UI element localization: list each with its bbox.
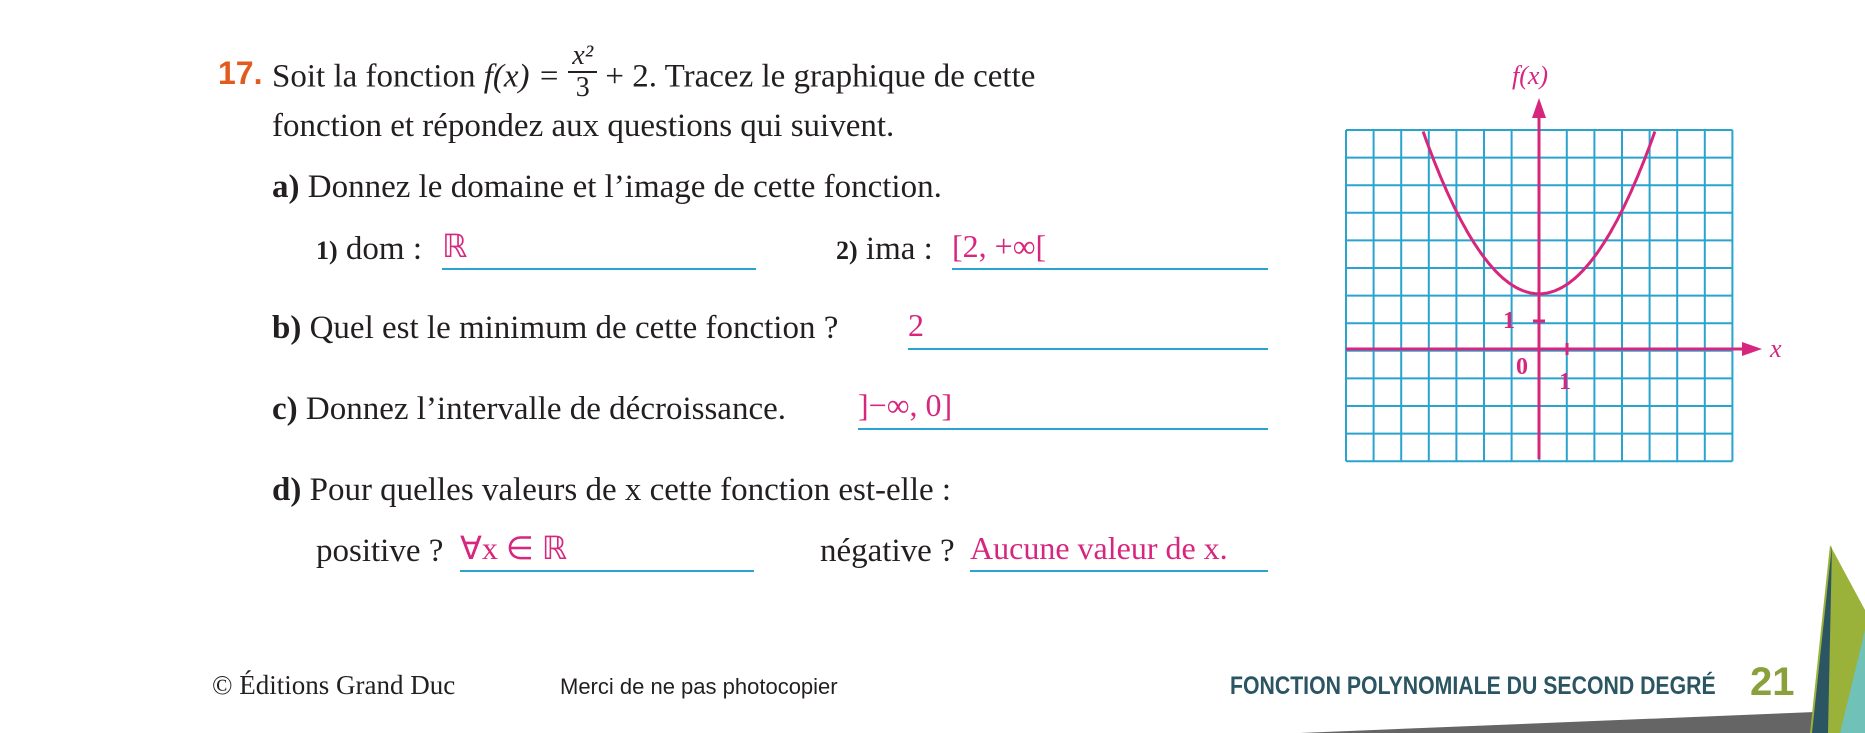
footer-chapter-title: FONCTION POLYNOMIALE DU SECOND DEGRÉ [1230, 672, 1716, 700]
question-d-negative: négative ? [820, 533, 955, 569]
exercise-intro-line2: fonction et répondez aux questions qui suivent. [272, 108, 895, 144]
y-unit-label: 1 [1503, 308, 1515, 334]
footer-merci: Merci de ne pas photocopier [560, 674, 838, 699]
question-c-text: Donnez l’intervalle de décroissance. [305, 391, 787, 427]
question-b-label: b) [272, 310, 302, 346]
question-a-text: Donnez le domaine et l’image de cette fonction. [307, 169, 942, 205]
x-axis-label: x [1770, 334, 1782, 363]
sub1-label: 1) [316, 236, 338, 265]
sub2-text: ima : [865, 231, 933, 267]
x-unit-label: 1 [1559, 369, 1571, 395]
sub1-text: dom : [345, 231, 423, 267]
footer-editions: © Éditions Grand Duc [212, 670, 456, 700]
answer-domain: ℝ [442, 228, 468, 264]
function-lhs: f(x) = [483, 58, 561, 95]
exercise-number: 17. [218, 55, 263, 91]
answer-decreasing-interval: ]−∞, 0] [858, 387, 953, 423]
fraction-numerator: x² [568, 41, 597, 73]
question-d-positive: positive ? [316, 533, 444, 569]
fraction-denominator: 3 [575, 72, 590, 103]
answer-positive: ∀x ∈ ℝ [460, 530, 568, 566]
decor-dark-band [1300, 710, 1865, 733]
answer-minimum: 2 [908, 307, 924, 343]
intro-prefix: Soit la fonction [272, 58, 476, 95]
question-c-label: c) [272, 391, 298, 427]
question-b-text: Quel est le minimum de cette fonction ? [309, 310, 839, 346]
origin-label: 0 [1516, 354, 1528, 380]
question-d-label: d) [272, 472, 302, 508]
question-a-label: a) [272, 169, 300, 205]
sub2-label: 2) [836, 236, 858, 265]
y-axis-label: f(x) [1512, 61, 1549, 90]
footer-page-number: 21 [1750, 660, 1795, 704]
answer-image: [2, +∞[ [952, 228, 1047, 264]
function-rest: + 2. Tracez le graphique de cette [605, 58, 1036, 95]
answer-negative: Aucune valeur de x. [970, 530, 1228, 566]
question-d-text: Pour quelles valeurs de x cette fonction est-elle : [309, 472, 952, 508]
